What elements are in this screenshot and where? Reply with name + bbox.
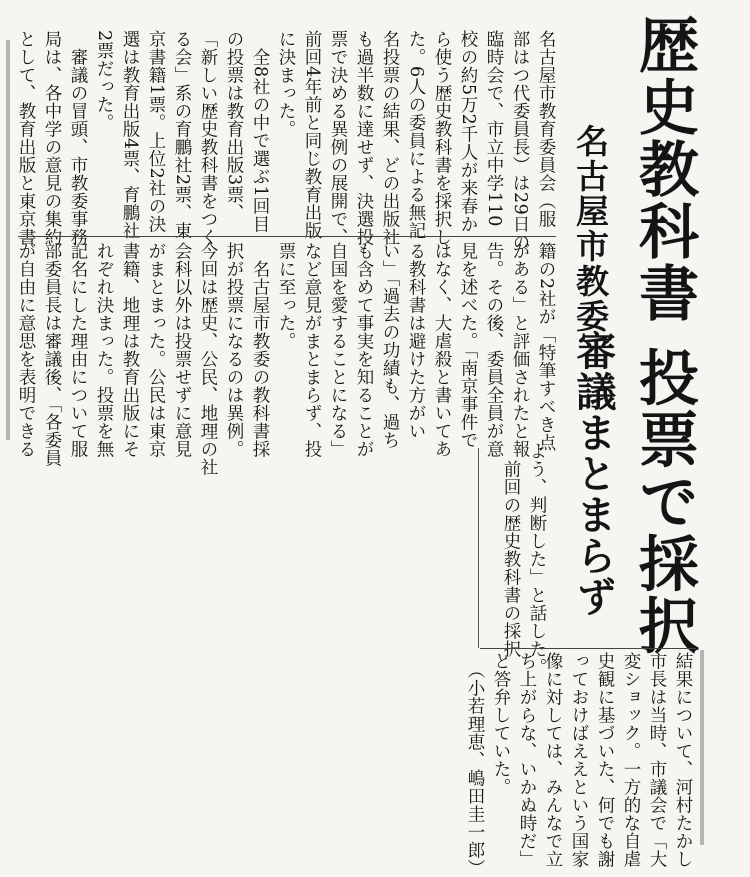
subhead-line1: 名古屋市教委 [571,124,610,334]
line: 「新しい歴史教科書をつく [198,30,218,246]
line: た。6人の委員による無記 [406,30,426,240]
line: 像に対しては、みんなで立 [543,652,563,868]
line: も含めて事実を知ることが [354,242,374,458]
body-block-3 [492,442,550,676]
line: 票に至った。 [276,242,296,350]
line: 籍の2社が「特筆すべき点 [536,242,556,452]
line: 見を述べた。「南京事件で [458,242,478,450]
line: 告。その後、委員全員が意 [484,242,504,458]
line: 京書籍1票。上位2社の決 [146,30,166,234]
line: はなく、大虐殺と書いてあ [432,242,452,458]
line: 審議の冒頭、市教委事務 [68,30,88,246]
line: 結果について、河村たかし [673,652,693,868]
line: っておけばええという国家 [569,652,589,868]
byline: （小若理恵、嶋田圭一郎） [465,652,485,877]
column-rule [478,448,479,648]
line: 全8社の中で選ぶ1回目 [250,30,270,234]
line: 校の約5万2千人が来春か [458,30,478,234]
line: 部はつ代委員長）は29日の [510,30,530,252]
line: 名古屋市教育委員会（服 [536,30,556,228]
line: がある」と評価されたと報 [510,242,530,458]
line: 名投票の結果、どの出版社 [380,30,400,246]
line: 2票だった。 [94,30,114,132]
line: 臨時会で、市立中学110 [484,30,504,227]
line: として、教育出版と東京書 [16,30,36,246]
line: る会」系の育鵬社2票、東 [172,30,192,240]
line: 部委員長は審議後、「各委員 [42,242,62,468]
body-block-4 [465,652,696,877]
line: る教科書は避けた方がい [406,242,426,440]
body-block-1 [14,30,559,252]
line: と答弁していた。 [491,652,511,796]
line: 史観に基づいた、何でも謝 [595,652,615,868]
line: など意見がまとまらず、投 [302,242,322,458]
line: 選は教育出版4票、育鵬社 [120,30,140,240]
line: も過半数に達せず、決選投 [354,30,374,246]
line: 票で決める異例の展開で、 [328,30,348,246]
line: 名古屋市教委の教科書採 [250,242,270,458]
line: よう、判断した」と話した。 [527,442,547,676]
line: ち上がらな、いかぬ時だ」 [517,652,537,868]
line: 今回は歴史、公民、地理の社 [198,242,218,476]
line: の投票は教育出版3票、 [224,30,244,222]
line: 変ショック。一方的な自虐 [621,652,641,868]
line: 前回4年前と同じ教育出版 [302,30,322,240]
line: 自国を愛することになる」 [328,242,348,458]
line: ら使う歴史教科書を採択し [432,30,452,246]
line: 書籍、地理は教育出版にそ [120,242,140,458]
line: い」「過去の功績も、過ち [380,242,400,450]
right-edge-bar [700,650,704,845]
line: がまとまった。公民は東京 [146,242,166,458]
line: れぞれ決まった。投票を無 [94,242,114,458]
left-edge-bar [6,40,10,440]
line: 前回の歴史教科書の採択 [501,442,521,658]
line: 択が投票になるのは異例。 [224,242,244,458]
line: に決まった。 [276,30,296,138]
line: が自由に意思を表明できる [16,242,36,458]
column-rule [18,236,556,237]
headline: 歴史教科書 投票で採択 [629,14,699,657]
subhead-line2: 審議まとまらず [570,330,616,617]
line: 会科以外は投票せずに意見 [172,242,192,458]
line: 市長は当時、市議会で「大 [647,652,667,868]
body-block-2 [14,242,559,476]
line: 記名にした理由について服 [68,242,88,458]
line: 局は、各中学の意見の集約 [42,30,62,246]
column-rule [480,648,696,649]
